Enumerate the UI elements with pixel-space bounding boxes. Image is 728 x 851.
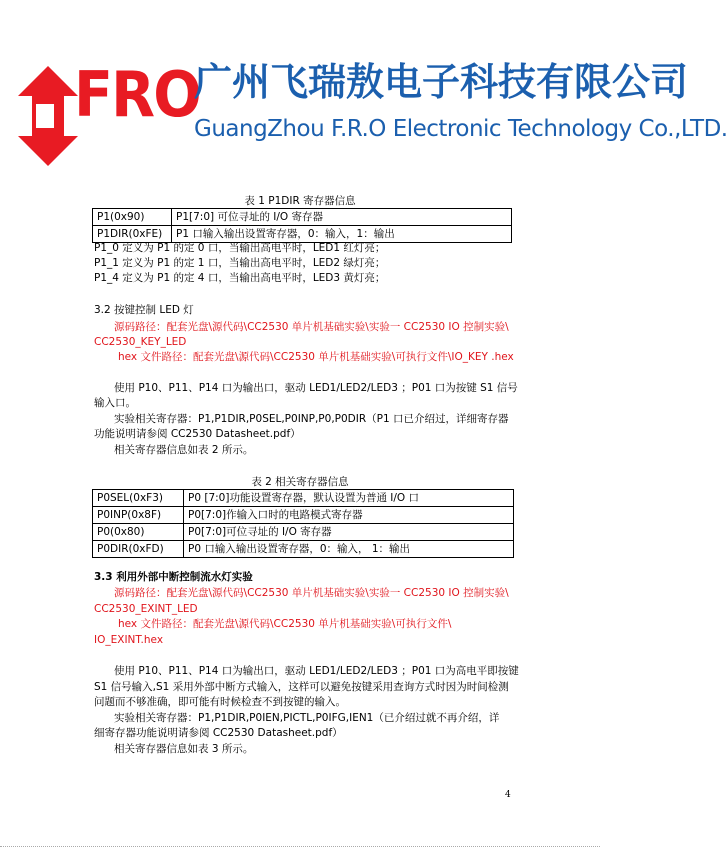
table-row bbox=[93, 524, 514, 541]
company-header bbox=[14, 58, 728, 170]
table-cell: P1(0x90) bbox=[93, 209, 172, 226]
paragraph: 实验相关寄存器：P1,P1DIR,P0SEL,P0INP,P0,P0DIR（P1 口已介绍过，详细寄存器 bbox=[114, 413, 509, 425]
table2-caption: 表 2 相关寄存器信息 bbox=[251, 476, 349, 488]
paragraph: 相关寄存器信息如表 2 所示。 bbox=[114, 444, 254, 456]
hex-path: IO_EXINT.hex bbox=[94, 634, 164, 646]
source-path: 源码路径：配套光盘\源代码\CC2530 单片机基础实验\实验一 CC2530 IO 控制实验\ bbox=[114, 321, 509, 333]
table-row bbox=[93, 209, 512, 226]
table1-note: P1_4 定义为 P1 的定 4 口，当输出高电平时，LED3 黄灯亮； bbox=[94, 272, 386, 284]
table-cell: P0(0x80) bbox=[93, 524, 184, 541]
table1-caption: 表 1 P1DIR 寄存器信息 bbox=[244, 195, 356, 207]
paragraph: 细寄存器功能说明请参阅 CC2530 Datasheet.pdf） bbox=[94, 727, 343, 739]
table-cell: P0[7:0]可位寻址的 I/O 寄存器 bbox=[184, 524, 514, 541]
table1-note: P1_1 定义为 P1 的定 1 口，当输出高电平时，LED2 绿灯亮； bbox=[94, 257, 386, 269]
table-cell: P0[7:0]作输入口时的电路模式寄存器 bbox=[184, 507, 514, 524]
hex-path: hex 文件路径：配套光盘\源代码\CC2530 单片机基础实验\可执行文件\ bbox=[118, 618, 452, 630]
page-number: 4 bbox=[505, 790, 511, 800]
company-name-en: GuangZhou F.R.O Electronic Technology Co.,LTD. bbox=[194, 116, 728, 142]
table-row bbox=[93, 226, 512, 243]
paragraph: 实验相关寄存器：P1,P1DIR,P0IEN,PICTL,P0IFG,IEN1（已介绍过就不再介绍，详 bbox=[114, 712, 500, 724]
section-heading: 3.3 利用外部中断控制流水灯实验 bbox=[94, 571, 253, 583]
paragraph: 相关寄存器信息如表 3 所示。 bbox=[114, 743, 254, 755]
table-cell: P1DIR(0xFE) bbox=[93, 226, 172, 243]
table-row bbox=[93, 490, 514, 507]
paragraph: 输入口。 bbox=[94, 397, 136, 409]
paragraph: 问题而不够准确，即可能有时候检查不到按键的输入。 bbox=[94, 696, 346, 708]
source-path: 源码路径：配套光盘\源代码\CC2530 单片机基础实验\实验一 CC2530 IO 控制实验\ bbox=[114, 587, 509, 599]
table-cell: P0 口输入输出设置寄存器，0：输入， 1：输出 bbox=[184, 541, 514, 558]
paragraph: 使用 P10、P11、P14 口为输出口，驱动 LED1/LED2/LED3 ；P01 口为按键 S1 信号 bbox=[114, 382, 518, 394]
table-cell: P0 [7:0]功能设置寄存器，默认设置为普通 I/O 口 bbox=[184, 490, 514, 507]
table-cell: P1[7:0] 可位寻址的 I/O 寄存器 bbox=[172, 209, 512, 226]
table2 bbox=[92, 489, 514, 558]
table-row bbox=[93, 507, 514, 524]
fro-logo-icon bbox=[14, 66, 78, 166]
paragraph: 使用 P10、P11、P14 口为输出口，驱动 LED1/LED2/LED3 ；P01 口为高电平即按键 bbox=[114, 665, 519, 677]
table-cell: P1 口输入输出设置寄存器，0：输入，1：输出 bbox=[172, 226, 512, 243]
company-name-cn: 广州飞瑞敖电子科技有限公司 bbox=[194, 60, 689, 104]
table-row bbox=[93, 541, 514, 558]
paragraph: S1 信号输入,S1 采用外部中断方式输入，这样可以避免按键采用查询方式时因为时间检测 bbox=[94, 681, 509, 693]
table1 bbox=[92, 208, 512, 243]
source-path: CC2530_EXINT_LED bbox=[94, 603, 198, 615]
table-cell: P0INP(0x8F) bbox=[93, 507, 184, 524]
table1-note: P1_0 定义为 P1 的定 0 口，当输出高电平时，LED1 红灯亮； bbox=[94, 242, 386, 254]
footer-divider bbox=[0, 846, 600, 847]
table-cell: P0DIR(0xFD) bbox=[93, 541, 184, 558]
section-heading: 3.2 按键控制 LED 灯 bbox=[94, 304, 194, 316]
paragraph: 功能说明请参阅 CC2530 Datasheet.pdf） bbox=[94, 428, 301, 440]
hex-path: hex 文件路径：配套光盘\源代码\CC2530 单片机基础实验\可执行文件\IO_KEY .hex bbox=[118, 351, 514, 363]
logo-wordmark: FRO bbox=[74, 58, 200, 131]
table-cell: P0SEL(0xF3) bbox=[93, 490, 184, 507]
source-path: CC2530_KEY_LED bbox=[94, 336, 187, 348]
